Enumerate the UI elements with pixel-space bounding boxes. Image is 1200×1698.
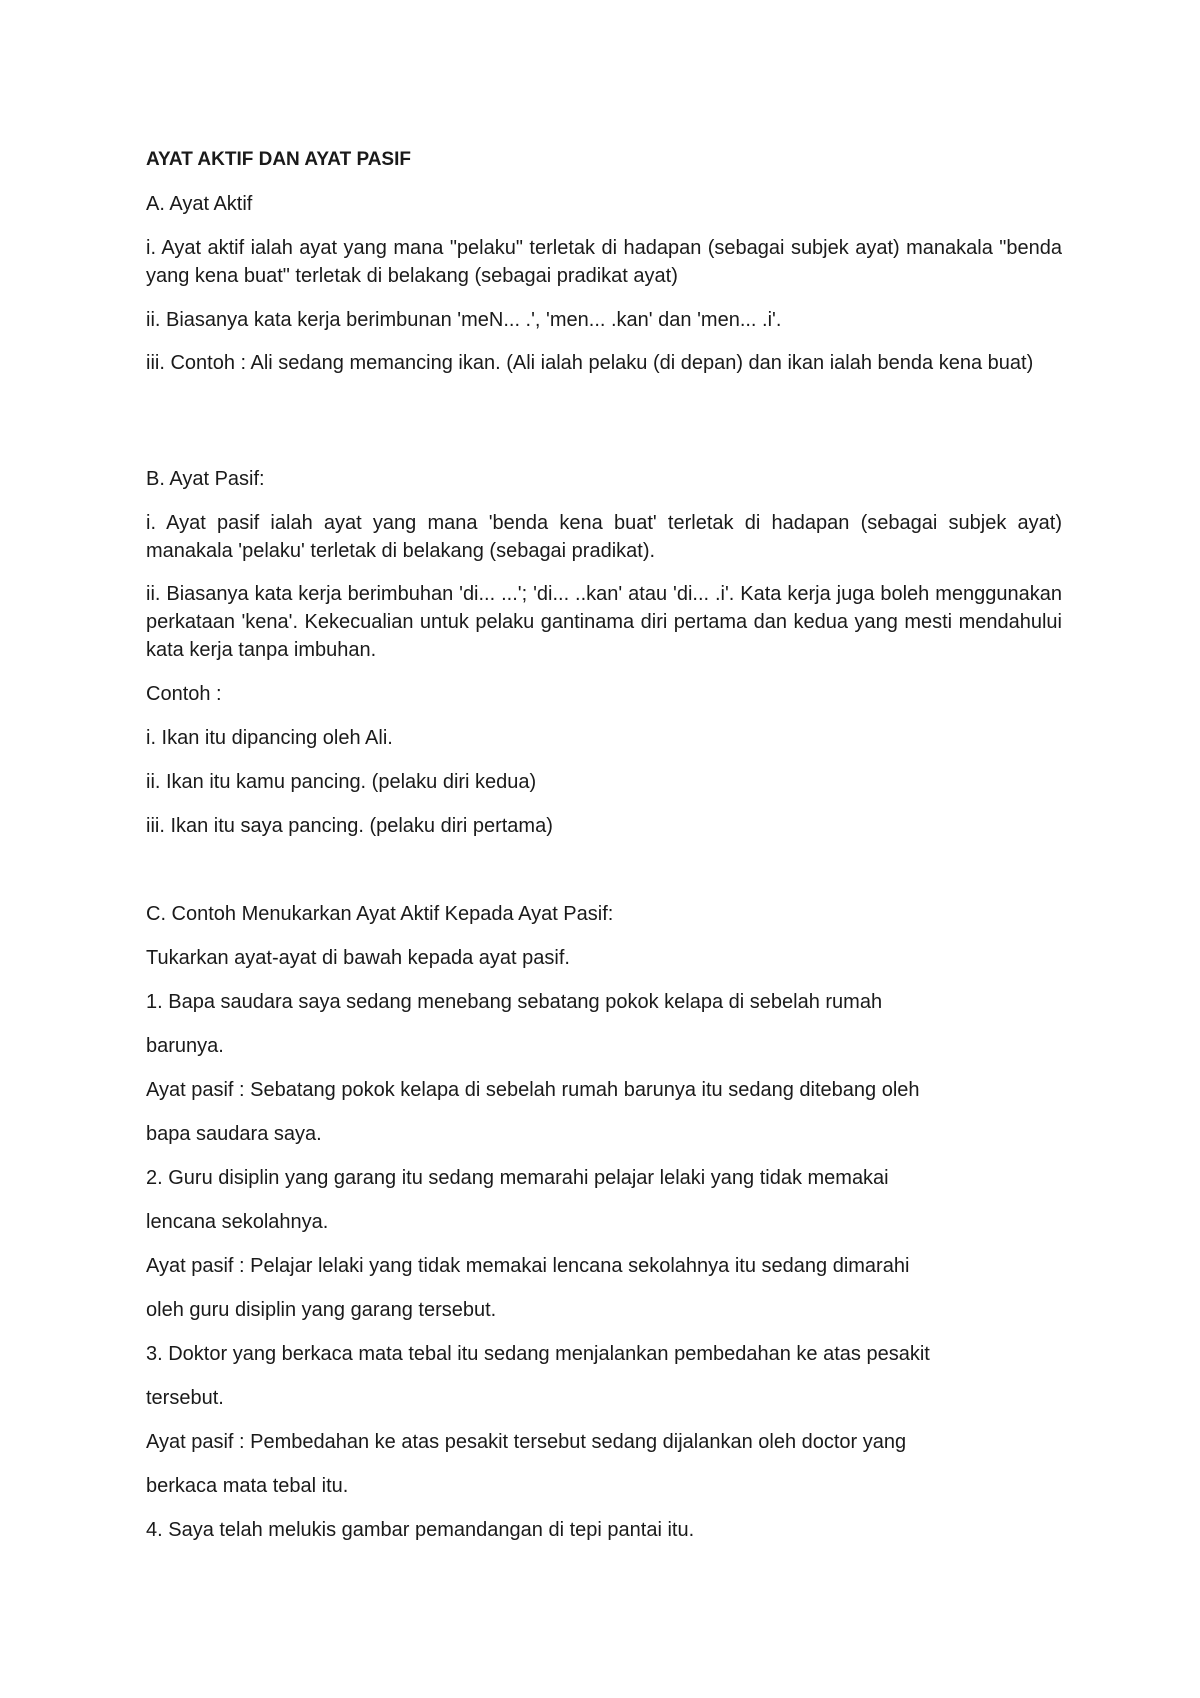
question-3-line: tersebut. xyxy=(146,1387,224,1409)
section-a-heading: A. Ayat Aktif xyxy=(146,193,253,215)
answer-2-line: Ayat pasif : Pelajar lelaki yang tidak memakai lencana sekolahnya itu sedang dimarahi xyxy=(146,1255,910,1277)
contoh-item: i. Ikan itu dipancing oleh Ali. xyxy=(146,727,393,749)
answer-1-line: Ayat pasif : Sebatang pokok kelapa di sebelah rumah barunya itu sedang ditebang oleh xyxy=(146,1079,920,1101)
contoh-item: ii. Ikan itu kamu pancing. (pelaku diri kedua) xyxy=(146,771,537,793)
contoh-label: Contoh : xyxy=(146,683,222,705)
answer-3-line: Ayat pasif : Pembedahan ke atas pesakit tersebut sedang dijalankan oleh doctor yang xyxy=(146,1431,907,1453)
section-b-point-i: i. Ayat pasif ialah ayat yang mana 'benda kena buat' terletak di hadapan (sebagai subjek ayat) manakala 'pelaku' terletak di belakang (sebagai pradikat). xyxy=(146,512,1062,562)
question-2-line: lencana sekolahnya. xyxy=(146,1211,329,1233)
section-c-heading: C. Contoh Menukarkan Ayat Aktif Kepada Ayat Pasif: xyxy=(146,903,614,925)
section-a-point-iii: iii. Contoh : Ali sedang memancing ikan. (Ali ialah pelaku (di depan) dan ikan ialah benda kena buat) xyxy=(146,352,1034,374)
question-1-line: barunya. xyxy=(146,1035,224,1057)
answer-2-line: oleh guru disiplin yang garang tersebut. xyxy=(146,1299,497,1321)
section-a-point-ii: ii. Biasanya kata kerja berimbunan 'meN... .', 'men... .kan' dan 'men... .i'. xyxy=(146,309,782,331)
section-a-point-i: i. Ayat aktif ialah ayat yang mana "pelaku" terletak di hadapan (sebagai subjek ayat) manakala "benda yang kena buat" terletak di belakang (sebagai pradikat ayat) xyxy=(146,237,1062,287)
section-b-heading: B. Ayat Pasif: xyxy=(146,468,265,490)
answer-1-line: bapa saudara saya. xyxy=(146,1123,322,1145)
page-title: AYAT AKTIF DAN AYAT PASIF xyxy=(146,149,411,170)
section-c-instruction: Tukarkan ayat-ayat di bawah kepada ayat pasif. xyxy=(146,947,570,969)
question-4-line: 4. Saya telah melukis gambar pemandangan di tepi pantai itu. xyxy=(146,1519,695,1541)
contoh-item: iii. Ikan itu saya pancing. (pelaku diri pertama) xyxy=(146,815,553,837)
question-1-line: 1. Bapa saudara saya sedang menebang sebatang pokok kelapa di sebelah rumah xyxy=(146,991,883,1013)
section-b-point-ii: ii. Biasanya kata kerja berimbuhan 'di... ...'; 'di... ..kan' atau 'di... .i'. Kata kerja juga boleh menggunakan perkataan 'kena'. Kekecualian untuk pelaku gantinama diri pertama dan kedua yang mesti mendahului kata kerja tanpa imbuhan. xyxy=(146,583,1062,661)
question-3-line: 3. Doktor yang berkaca mata tebal itu sedang menjalankan pembedahan ke atas pesakit xyxy=(146,1343,930,1365)
question-2-line: 2. Guru disiplin yang garang itu sedang memarahi pelajar lelaki yang tidak memakai xyxy=(146,1167,889,1189)
answer-3-line: berkaca mata tebal itu. xyxy=(146,1475,349,1497)
